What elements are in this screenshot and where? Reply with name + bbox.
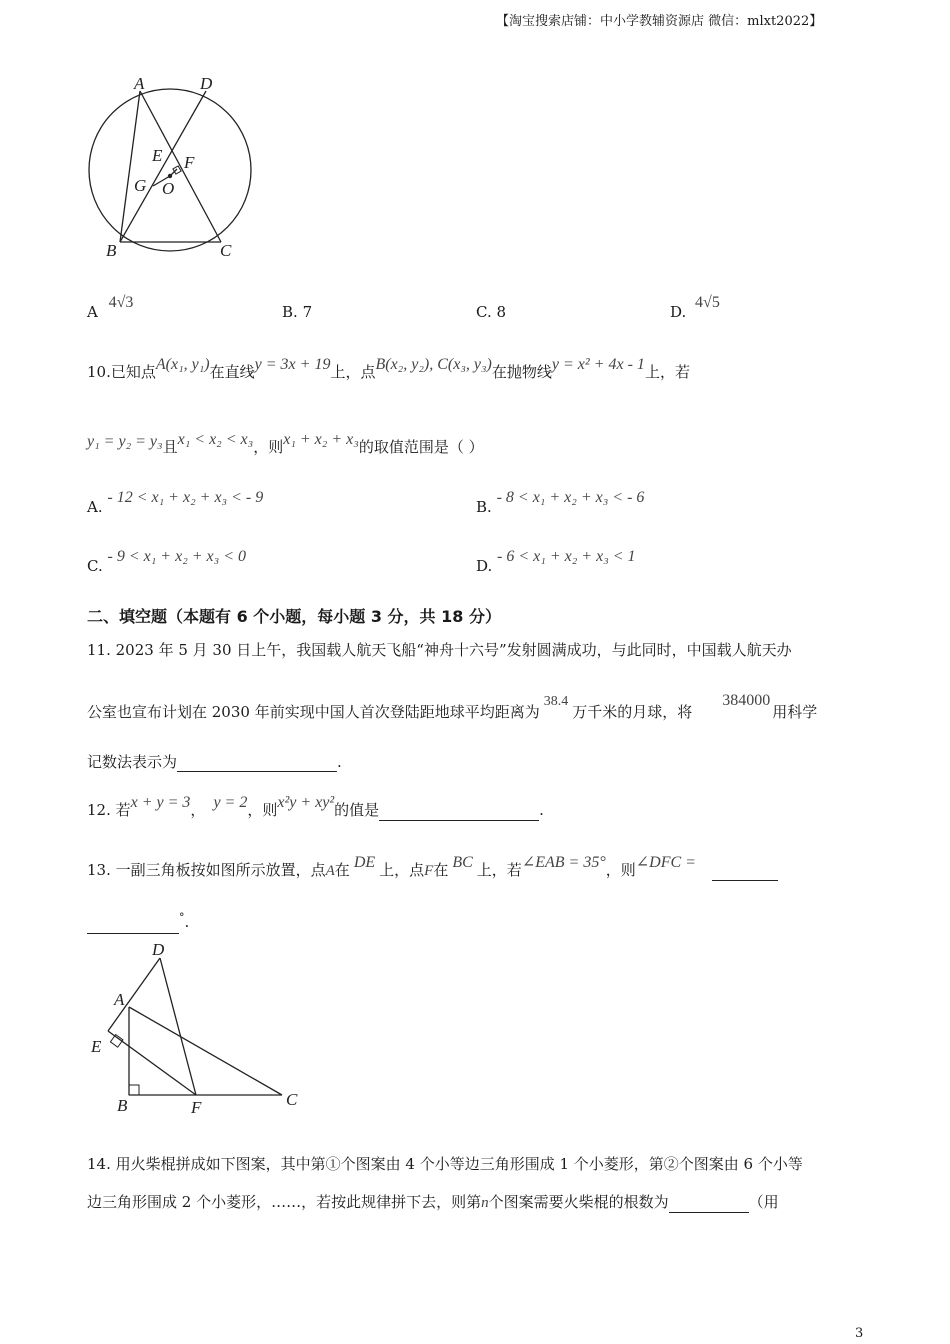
q11-answer-blank[interactable] xyxy=(177,755,337,772)
q12-line: 12. 若x + y = 3， y = 2，则x²y + xy²的值是 . xyxy=(87,794,544,819)
q14-answer-blank[interactable] xyxy=(669,1196,749,1213)
label-e: E xyxy=(91,1037,102,1056)
q10-option-c: C. - 9 < x₁ + x₂ + x₃ < 0 xyxy=(87,548,247,575)
q10-line1: 10.已知点A(x₁, y₁)在直线y = 3x + 19上，点B(x₂, y₂), C(x₃, y₃)在抛物线y = x² + 4x - 1上，若 xyxy=(87,356,690,381)
label-c: C xyxy=(220,241,232,260)
q9-option-c: C. 8 xyxy=(476,303,507,321)
segment-ef xyxy=(108,1031,196,1095)
right-angle-mark-b xyxy=(129,1085,139,1095)
label-b: B xyxy=(106,241,117,260)
label-a: A xyxy=(134,74,145,93)
label-f: F xyxy=(191,1098,202,1117)
right-angle-mark xyxy=(173,166,181,174)
q13-answer-blank-1[interactable] xyxy=(712,864,778,881)
page-number: 3 xyxy=(855,1326,864,1341)
label-b: B xyxy=(117,1096,128,1115)
segment-ac xyxy=(129,1007,282,1095)
q10-line2: y₁ = y₂ = y₃且x₁ < x₂ < x₃，则x₁ + x₂ + x₃的取值范围是（ ） xyxy=(87,431,484,456)
segment-df xyxy=(160,958,196,1095)
q11-line3: 记数法表示为 . xyxy=(87,753,342,771)
q13-line1: 13. 一副三角板按如图所示放置，点A在 DE 上，点F在 BC 上，若∠EAB = 35°，则∠DFC = xyxy=(87,860,778,881)
q10-option-d: D. - 6 < x₁ + x₂ + x₃ < 1 xyxy=(476,548,636,575)
q11-line2: 公室也宣布计划在 2030 年前实现中国人首次登陆距地球平均距离为38.4万千米的月球，将384000用科学 xyxy=(87,692,818,721)
q12-answer-blank[interactable] xyxy=(379,804,539,821)
q14-line1: 14. 用火柴棍拼成如下图案，其中第①个图案由 4 个小等边三角形围成 1 个小菱形，第②个图案由 6 个小等 xyxy=(87,1155,803,1173)
section-title: 二、填空题（本题有 6 个小题，每小题 3 分，共 18 分） xyxy=(87,607,501,626)
q10-option-a: A. - 12 < x₁ + x₂ + x₃ < - 9 xyxy=(87,489,264,516)
label-d: D xyxy=(152,940,165,959)
q9-option-a: A 4√3 xyxy=(87,294,134,321)
circle-outline xyxy=(89,89,251,251)
q14-line2: 边三角形围成 2 个小菱形，……，若按此规律拼下去，则第n个图案需要火柴棍的根数为 （用 xyxy=(87,1193,779,1211)
segment-ac xyxy=(140,91,221,242)
circle-triangle-figure xyxy=(80,74,260,264)
center-point-o xyxy=(168,174,172,178)
q13-line2: °. xyxy=(87,912,189,934)
set-squares-figure xyxy=(82,938,312,1118)
q10-option-b: B. - 8 < x₁ + x₂ + x₃ < - 6 xyxy=(476,489,645,516)
q11-line1: 11. 2023 年 5 月 30 日上午，我国载人航天飞船“神舟十六号”发射圆满成功，与此同时，中国载人航天办 xyxy=(87,641,792,659)
q9-option-d: D. 4√5 xyxy=(670,294,720,321)
label-f: F xyxy=(184,153,195,172)
q13-answer-blank-2[interactable] xyxy=(87,917,179,934)
label-d: D xyxy=(200,74,213,93)
label-c: C xyxy=(286,1090,298,1109)
label-e: E xyxy=(152,146,163,165)
label-g: G xyxy=(134,176,147,195)
page-header: 【淘宝搜索店铺：中小学教辅资源店 微信：mlxt2022】 xyxy=(496,14,823,29)
segment-ab xyxy=(120,91,140,242)
label-o: O xyxy=(162,179,175,198)
q9-option-b: B. 7 xyxy=(282,303,313,321)
label-a: A xyxy=(114,990,125,1009)
